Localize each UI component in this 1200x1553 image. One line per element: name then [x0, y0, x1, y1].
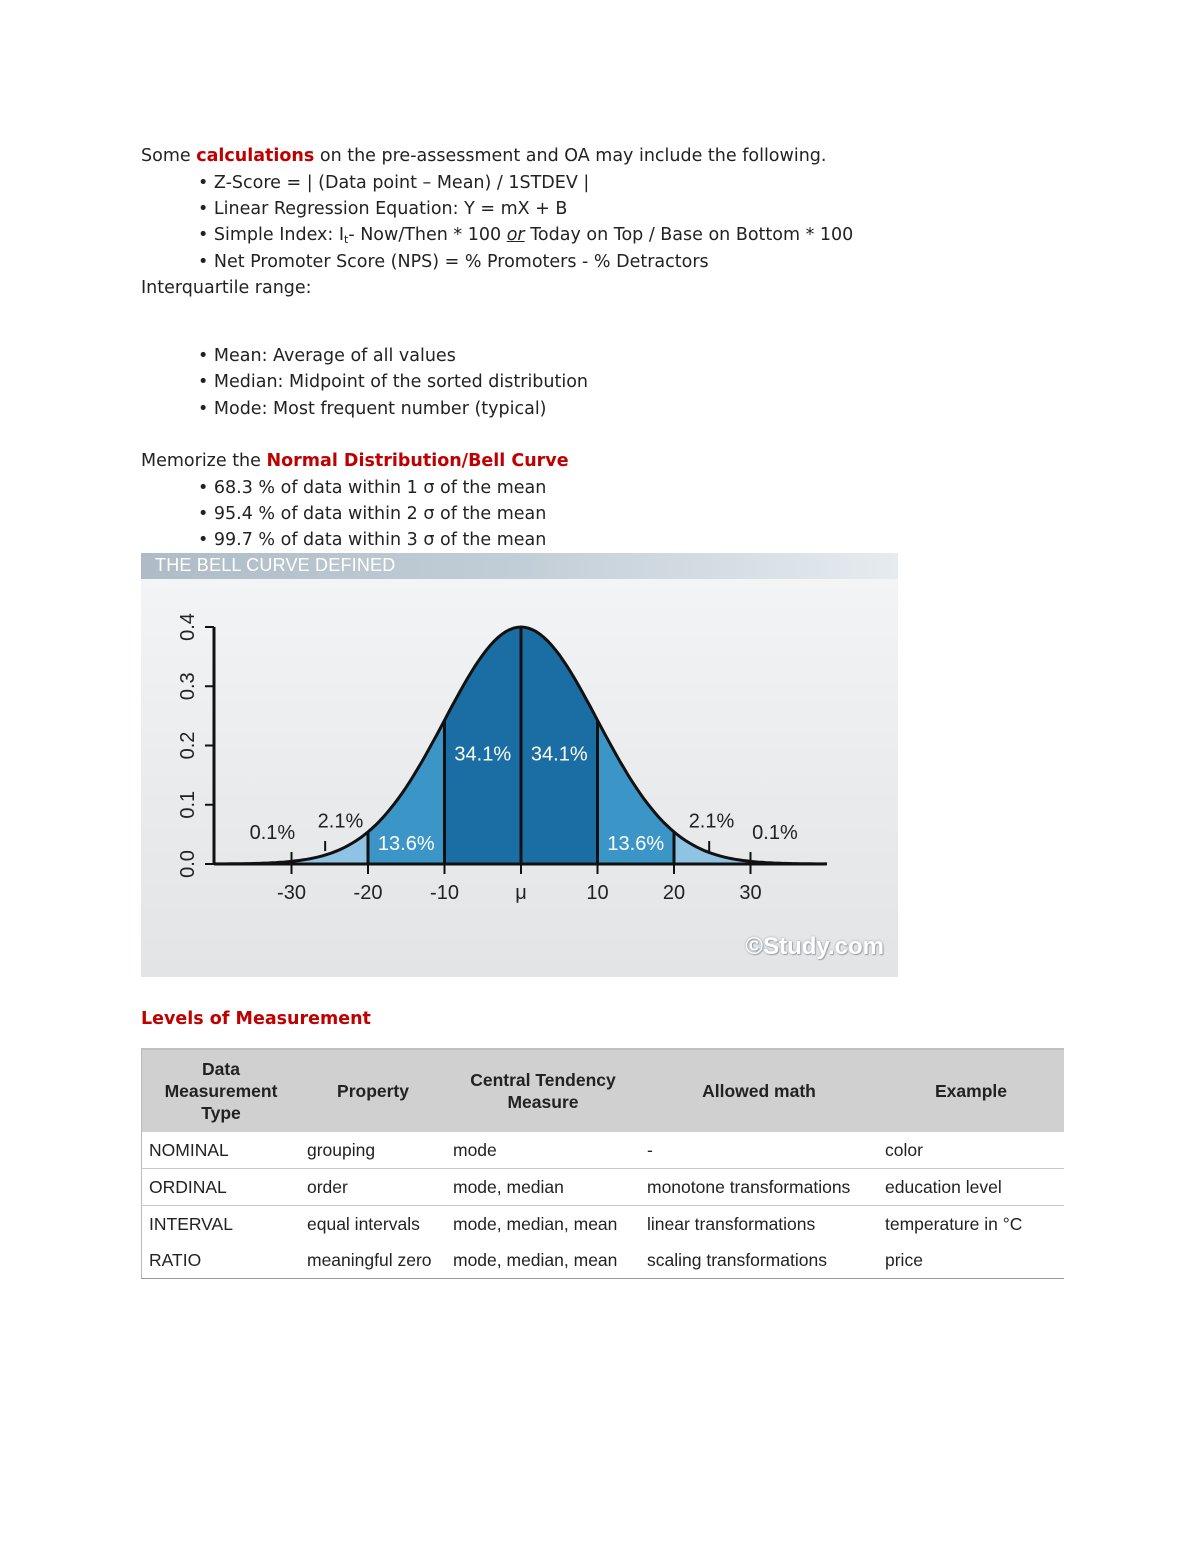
label-region-neg3: 2.1%: [317, 810, 364, 833]
y-tick-label: 0.1: [177, 790, 199, 819]
cell-allowed-math: monotone transformations: [640, 1169, 878, 1206]
x-tick-label: 30: [739, 882, 762, 904]
cell-example: price: [878, 1242, 1064, 1279]
formula-simple-index: • Simple Index: $I_t-$ Now/Then * 100 or Today on Top / Base on Bottom * 100: [198, 225, 854, 246]
header-allowed-math-text: Allowed math: [702, 1081, 816, 1101]
tendency-mean: • Mean: Average of all values: [198, 346, 456, 366]
x-tick-label: -30: [277, 882, 306, 904]
tendency-mean-text: Mean: Average of all values: [213, 346, 456, 366]
x-tick-label: -20: [353, 882, 383, 904]
header-property-text: Property: [337, 1081, 409, 1101]
y-tick-label: 0.0: [177, 850, 199, 878]
cell-property: order: [300, 1169, 446, 1206]
tendency-mode: • Mode: Most frequent number (typical): [198, 399, 547, 419]
formula-regression: • Linear Regression Equation: Y = mX + B: [198, 199, 568, 219]
cell-type: NOMINAL: [142, 1132, 301, 1169]
cell-allowed-math: linear transformations: [647, 1213, 816, 1234]
header-type-line3: Type: [201, 1103, 241, 1123]
table-row: [142, 1169, 1065, 1206]
cell-central-tendency: mode, median, mean: [453, 1213, 618, 1234]
iqr-label: Interquartile range:: [141, 278, 312, 298]
formula-zscore-text: Z-Score = | (Data point – Mean) / 1STDEV |: [213, 173, 590, 193]
cell-central-tendency: mode, median, mean: [446, 1242, 640, 1279]
header-type-line2: Measurement: [164, 1081, 278, 1101]
formula-nps: • Net Promoter Score (NPS) = % Promoters - % Detractors: [198, 252, 709, 272]
tendency-median-text: Median: Midpoint of the sorted distribution: [213, 372, 589, 392]
memorize-before: Memorize the: [141, 451, 267, 471]
cell-allowed-math: scaling transformations: [640, 1242, 878, 1279]
cell-example: education level: [878, 1169, 1064, 1206]
intro-text-before: Some: [141, 146, 197, 166]
table-header-row: [142, 1049, 1065, 1132]
y-tick-label: 0.2: [177, 731, 199, 760]
memorize-highlight: Normal Distribution/Bell Curve: [266, 451, 569, 471]
label-region-pos1: 34.1%: [530, 743, 588, 766]
intro-text-after: on the pre-assessment and OA may include the following.: [314, 146, 827, 166]
rule-three-sigma-text: 99.7 % of data within 3 σ of the mean: [213, 530, 547, 550]
label-region-neg1: 34.1%: [454, 743, 512, 766]
label-region-pos2: 13.6%: [607, 832, 665, 855]
formula-zscore: • Z-Score = | (Data point – Mean) / 1STDEV |: [198, 173, 590, 193]
formula-nps-text: Net Promoter Score (NPS) = % Promoters - % Detractors: [213, 252, 709, 272]
table-row: [142, 1132, 1065, 1169]
header-type: [142, 1049, 301, 1132]
x-tick-label: 10: [586, 882, 609, 904]
simple-index-c: Today on Top / Base on Bottom * 100: [524, 225, 854, 245]
cell-type: ORDINAL: [142, 1169, 301, 1206]
study-watermark: ©Study.com: [745, 933, 884, 960]
cell-type: RATIO: [142, 1242, 301, 1279]
label-region-pos4: 0.1%: [752, 822, 798, 845]
x-tick-label: 20: [662, 882, 686, 904]
tendency-median: • Median: Midpoint of the sorted distribution: [198, 372, 589, 392]
header-example: [878, 1049, 1064, 1132]
rule-two-sigma-text: 95.4 % of data within 2 σ of the mean: [213, 504, 547, 524]
cell-allowed-math: -: [640, 1132, 878, 1169]
header-property: [300, 1049, 446, 1132]
simple-index-sub: t: [344, 233, 349, 246]
simple-index-b: - Now/Then * 100: [348, 225, 507, 245]
header-allowed-math: [640, 1049, 878, 1132]
rule-two-sigma: • 95.4 % of data within 2 σ of the mean: [198, 504, 547, 524]
table-row: [142, 1242, 1065, 1279]
bell-curve-figure: [141, 553, 898, 977]
figure-title: THE BELL CURVE DEFINED: [155, 555, 396, 575]
formula-regression-text: Linear Regression Equation: Y = mX + B: [213, 199, 568, 219]
cell-property: grouping: [300, 1132, 446, 1169]
cell-example: temperature in °C: [885, 1213, 1023, 1234]
rule-three-sigma: • 99.7 % of data within 3 σ of the mean: [198, 530, 547, 550]
label-region-neg2: 13.6%: [377, 832, 435, 855]
measurement-table: [141, 1048, 1064, 1279]
simple-index-or: or: [506, 225, 525, 245]
simple-index-a: Simple Index: I: [213, 225, 345, 245]
header-ct-line2: Measure: [507, 1092, 579, 1112]
rule-one-sigma-text: 68.3 % of data within 1 σ of the mean: [213, 478, 547, 498]
levels-title: Levels of Measurement: [141, 1009, 371, 1029]
x-tick-label: -10: [430, 882, 459, 904]
y-tick-label: 0.4: [177, 613, 199, 641]
cell-central-tendency: mode: [446, 1132, 640, 1169]
header-type-line1: Data: [202, 1059, 240, 1079]
header-central-tendency: [446, 1049, 640, 1132]
bell-curve-chart: [141, 579, 898, 977]
header-ct-line1: Central Tendency: [470, 1070, 616, 1090]
x-tick-label: μ: [515, 882, 527, 904]
table-row: [142, 1206, 1065, 1243]
cell-example: color: [878, 1132, 1064, 1169]
cell-type: INTERVAL: [149, 1213, 233, 1234]
label-region-pos3: 2.1%: [688, 810, 735, 833]
intro-highlight: calculations: [196, 146, 315, 166]
tendency-mode-text: Mode: Most frequent number (typical): [213, 399, 547, 419]
label-region-neg4: 0.1%: [249, 822, 296, 845]
header-example-text: Example: [935, 1081, 1007, 1101]
intro-line: [141, 145, 826, 167]
rule-one-sigma: • 68.3 % of data within 1 σ of the mean: [198, 478, 547, 498]
cell-property: meaningful zero: [300, 1242, 446, 1279]
memorize-line: [141, 450, 569, 472]
cell-property: equal intervals: [307, 1213, 420, 1234]
cell-central-tendency: mode, median: [446, 1169, 640, 1206]
figure-banner: [141, 553, 898, 579]
y-tick-label: 0.3: [177, 672, 199, 701]
